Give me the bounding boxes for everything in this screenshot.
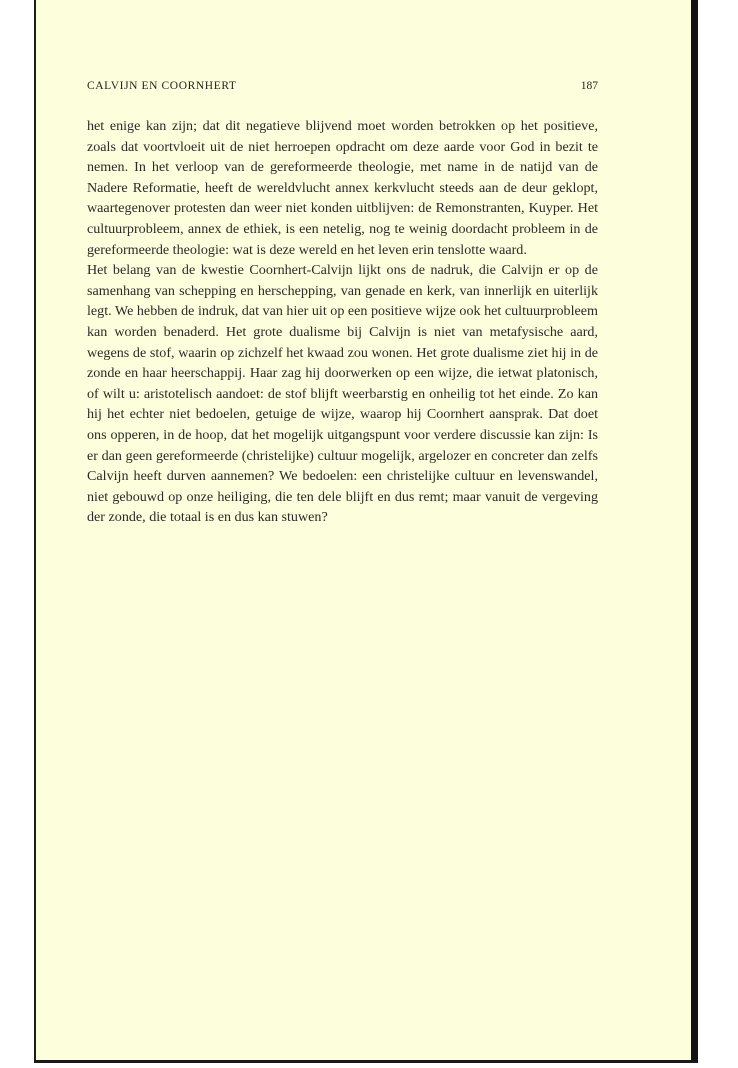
running-title: CALVIJN EN COORNHERT [87, 80, 237, 92]
body-text [87, 116, 598, 528]
paragraph-2: Het belang van de kwestie Coornhert-Calvijn lijkt ons de nadruk, die Calvijn er op de samenhang van schepping en herschepping, van genade en kerk, van innerlijk en uiterlijk legt. We hebben de indruk, dat van hier uit op een positieve wijze ook het cultuurprobleem kan worden benaderd. Het grote dualisme bij Calvijn is niet van metafysische aard, wegens de stof, waarin op zichzelf het kwaad zou wonen. Het grote dualisme ziet hij in de zonde en haar heerschappij. Haar zag hij doorwerken op een wijze, die ietwat platonisch, of wilt u: aristotelisch aandoet: de stof blijft weerbarstig en onheilig tot het einde. Zo kan hij het echter niet bedoelen, getuige de wijze, waarop hij Coornhert aansprak. Dat doet ons opperen, in de hoop, dat het mogelijk uitgangspunt voor verdere discussie kan zijn: Is er dan geen gereformeerde (christelijke) cultuur mogelijk, argelozer en concreter dan zelfs Calvijn heeft durven aannemen? We bedoelen: een christelijke cultuur en levenswandel, niet gebouwd op onze heiliging, die ten dele blijft en dus remt; maar vanuit de vergeving der zonde, die totaal is en dus kan stuwen? [87, 262, 598, 526]
page-number: 187 [580, 80, 598, 92]
paragraph-1: het enige kan zijn; dat dit negatieve blijvend moet worden betrokken op het positieve, zoals dat voortvloeit uit de niet herroepen opdracht om deze aarde voor God in bezit te nemen. In het verloop van de gereformeerde theologie, met name in de natijd van de Nadere Reformatie, heeft de wereldvlucht annex kerkvlucht steeds aan de deur geklopt, waartegenover protesten dan weer niet konden uitblijven: de Remonstranten, Kuyper. Het cultuurprobleem, annex de ethiek, is een netelig, nog te weinig doordacht probleem in de gereformeerde theologie: wat is deze wereld en het leven erin tenslotte waard. [87, 118, 598, 258]
